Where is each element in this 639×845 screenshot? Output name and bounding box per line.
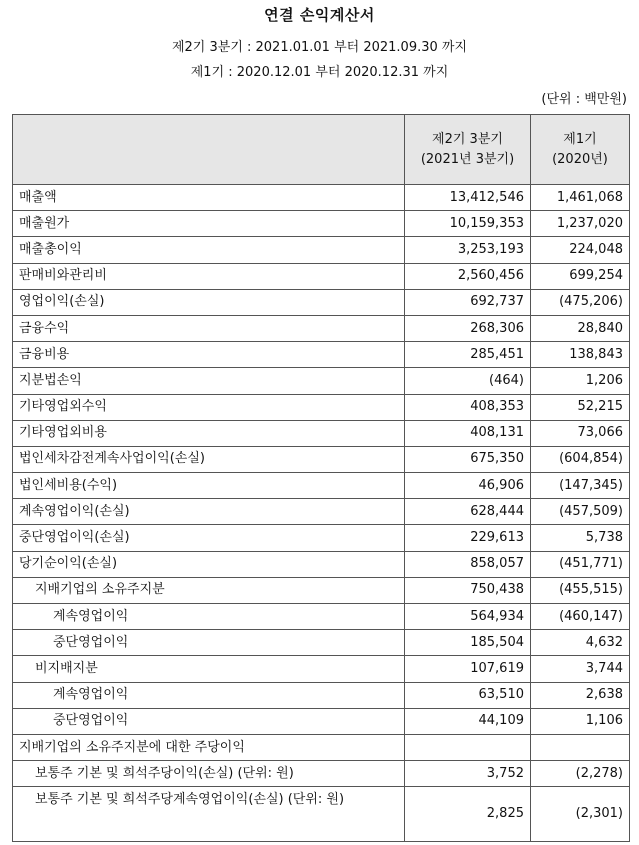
row-value-prior: 52,215 [531, 394, 630, 420]
table-row [13, 630, 630, 656]
row-value-current: 408,353 [405, 394, 531, 420]
row-value-prior [531, 734, 630, 760]
row-value-prior: 1,461,068 [531, 185, 630, 211]
row-value-prior: (147,345) [531, 473, 630, 499]
row-label: 기타영업외비용 [13, 420, 405, 446]
table-header-row [13, 115, 630, 185]
row-value-current: 675,350 [405, 446, 531, 472]
table-row [13, 211, 630, 237]
header-prior-line2: (2020년) [552, 151, 608, 167]
row-label: 매출총이익 [13, 237, 405, 263]
table-row [13, 342, 630, 368]
table-row [13, 604, 630, 630]
unit-label: (단위 : 백만원) [541, 92, 627, 107]
row-value-current: 107,619 [405, 656, 531, 682]
row-value-current: 692,737 [405, 289, 531, 315]
table-row [13, 473, 630, 499]
row-label: 판매비와관리비 [13, 263, 405, 289]
row-label: 비지배지분 [13, 656, 405, 682]
row-label: 지배기업의 소유주지분에 대한 주당이익 [13, 734, 405, 760]
table-row [13, 394, 630, 420]
row-value-current: 2,560,456 [405, 263, 531, 289]
table-row [13, 761, 630, 787]
table-row [13, 577, 630, 603]
table-row [13, 787, 630, 842]
row-label: 계속영업이익 [13, 604, 405, 630]
row-value-current: 408,131 [405, 420, 531, 446]
table-row [13, 420, 630, 446]
row-value-current: 44,109 [405, 708, 531, 734]
row-value-current: 229,613 [405, 525, 531, 551]
period-prior: 제1기 : 2020.12.01 부터 2020.12.31 까지 [190, 65, 449, 80]
row-label: 보통주 기본 및 희석주당계속영업이익(손실) (단위: 원) [13, 787, 405, 842]
row-value-current: 2,825 [405, 787, 531, 842]
table-row [13, 368, 630, 394]
table-row [13, 237, 630, 263]
row-value-current: 185,504 [405, 630, 531, 656]
row-label: 매출액 [13, 185, 405, 211]
row-value-prior: (457,509) [531, 499, 630, 525]
row-label: 법인세차감전계속사업이익(손실) [13, 446, 405, 472]
row-value-current: 628,444 [405, 499, 531, 525]
row-label: 계속영업이익 [13, 682, 405, 708]
row-value-current: 10,159,353 [405, 211, 531, 237]
row-value-current: 63,510 [405, 682, 531, 708]
income-statement-table [12, 114, 630, 842]
header-prior-line1: 제1기 [563, 131, 597, 147]
row-value-prior: 1,206 [531, 368, 630, 394]
row-label: 보통주 기본 및 희석주당이익(손실) (단위: 원) [13, 761, 405, 787]
row-label: 매출원가 [13, 211, 405, 237]
row-label: 지분법손익 [13, 368, 405, 394]
row-value-prior: 28,840 [531, 315, 630, 341]
row-label: 중단영업이익 [13, 630, 405, 656]
row-value-current: (464) [405, 368, 531, 394]
table-row [13, 525, 630, 551]
row-value-current: 268,306 [405, 315, 531, 341]
row-value-prior: (2,301) [531, 787, 630, 842]
row-value-current: 750,438 [405, 577, 531, 603]
row-label: 금융수익 [13, 315, 405, 341]
row-label: 계속영업이익(손실) [13, 499, 405, 525]
table-row [13, 185, 630, 211]
row-label: 중단영업이익 [13, 708, 405, 734]
row-value-prior: 4,632 [531, 630, 630, 656]
row-value-prior: 3,744 [531, 656, 630, 682]
row-value-prior: (2,278) [531, 761, 630, 787]
row-value-current: 858,057 [405, 551, 531, 577]
row-label: 법인세비용(수익) [13, 473, 405, 499]
row-value-current: 46,906 [405, 473, 531, 499]
row-value-prior: 138,843 [531, 342, 630, 368]
header-current-line1: 제2기 3분기 [432, 131, 503, 147]
row-label: 기타영업외수익 [13, 394, 405, 420]
row-value-current: 3,253,193 [405, 237, 531, 263]
table-row [13, 263, 630, 289]
row-label: 당기순이익(손실) [13, 551, 405, 577]
row-value-current: 13,412,546 [405, 185, 531, 211]
row-value-prior: (604,854) [531, 446, 630, 472]
row-value-prior: 1,237,020 [531, 211, 630, 237]
period-current: 제2기 3분기 : 2021.01.01 부터 2021.09.30 까지 [171, 40, 468, 55]
row-value-prior: (475,206) [531, 289, 630, 315]
row-value-prior: (455,515) [531, 577, 630, 603]
row-label: 중단영업이익(손실) [13, 525, 405, 551]
statement-title: 연결 손익계산서 [264, 6, 375, 24]
table-row [13, 734, 630, 760]
row-label: 영업이익(손실) [13, 289, 405, 315]
row-value-prior: 699,254 [531, 263, 630, 289]
table-row [13, 682, 630, 708]
header-current-period [405, 115, 531, 185]
row-value-prior: 5,738 [531, 525, 630, 551]
row-value-prior: 73,066 [531, 420, 630, 446]
row-label: 지배기업의 소유주지분 [13, 577, 405, 603]
table-row [13, 708, 630, 734]
header-prior-period [531, 115, 630, 185]
row-value-current: 564,934 [405, 604, 531, 630]
table-row [13, 446, 630, 472]
row-value-prior: 1,106 [531, 708, 630, 734]
table-row [13, 551, 630, 577]
header-account [13, 115, 405, 185]
table-row [13, 656, 630, 682]
table-row [13, 499, 630, 525]
table-row [13, 289, 630, 315]
row-value-current: 3,752 [405, 761, 531, 787]
row-value-current: 285,451 [405, 342, 531, 368]
row-value-prior: (460,147) [531, 604, 630, 630]
row-value-current [405, 734, 531, 760]
table-row [13, 315, 630, 341]
header-current-line2: (2021년 3분기) [420, 151, 515, 167]
row-value-prior: 2,638 [531, 682, 630, 708]
row-value-prior: (451,771) [531, 551, 630, 577]
row-value-prior: 224,048 [531, 237, 630, 263]
row-label: 금융비용 [13, 342, 405, 368]
